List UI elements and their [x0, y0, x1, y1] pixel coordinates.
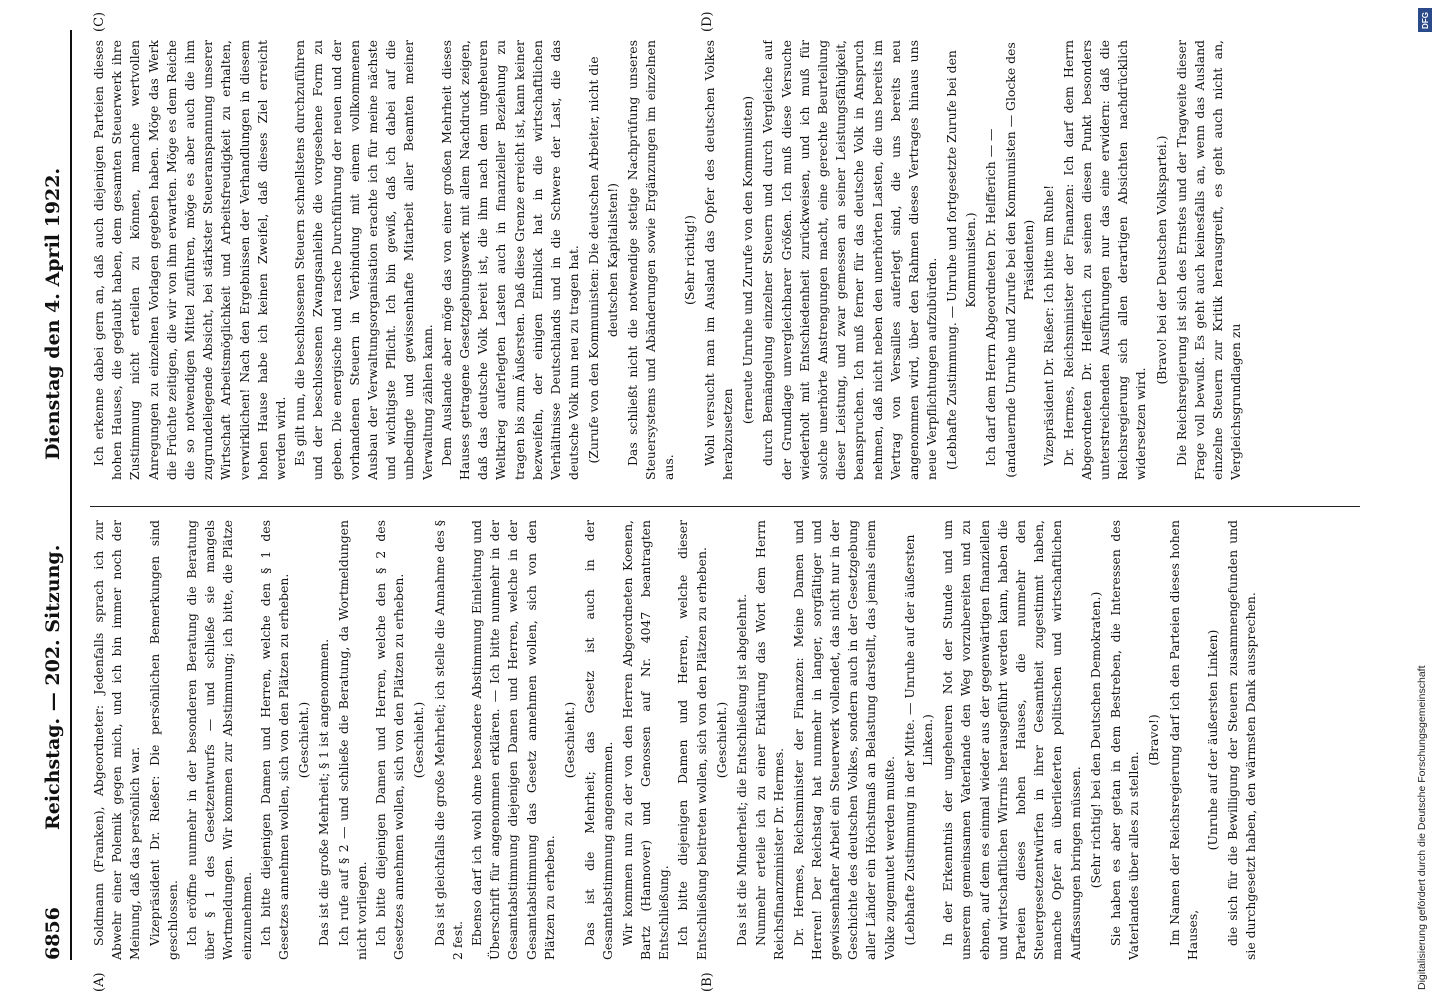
session-date: Dienstag den 4. April 1922. — [42, 167, 64, 460]
stage-direction: (andauernde Unruhe und Zurufe bei den Kommunisten — Glocke des Präsidenten) — [1002, 42, 1037, 478]
right-column — [90, 40, 1360, 480]
paragraph: Ich bitte diejenigen Damen und Herren, welche den § 2 des Gesetzes annehmen wollen, sich von den Plätzen zu erheben. — [373, 520, 407, 960]
paragraph: Dr. Hermes, Reichsminister der Finanzen: Ich darf dem Herrn Abgeordneten Dr. Helfferich zu seinen diesen Punkt besonders unterstreichenden Ausführungen nur das eine erwidern: daß die Reichsregierung sich allen derartigen Absichten nachdrücklich widersetzen wird. — [1060, 40, 1149, 480]
paragraph: Wohl versucht man im Ausland das Opfer des deutschen Volkes herabzusetzen — [701, 40, 735, 480]
margin-marker-b: (B) — [700, 972, 715, 992]
column-divider — [90, 506, 1360, 507]
paragraph: Ich darf dem Herrn Abgeordneten Dr. Helfferich — — — [982, 128, 998, 466]
paragraph: Das ist die Minderheit; die Entschließung ist abgelehnt. — [733, 593, 749, 946]
session-title: Reichstag. — 202. Sitzung. — [42, 544, 64, 830]
stage-direction: (Geschieht.) — [296, 701, 312, 779]
paragraph: Dr. Hermes, Reichsminister der Finanzen: Meine Damen und Herren! Der Reichstag hat nunmehr in langer, sorgfältiger und gewissenhafter Arbeit ein Steuerwerk vollendet, das nicht nur in der Geschichte des deutschen Volkes, sondern auch in der Gesetzgebung aller Länder ein Höchstmaß an Belastung darstellt, das jemals einem Volke zugemutet werden mußte. — [790, 520, 897, 960]
margin-marker-d: (D) — [700, 11, 715, 32]
paragraph: durch Bemängelung einzelner Steuern und durch Vergleiche auf der Grundlage unvergleichbarer Größen. Ich muß diese Versuche wiederholt mit Entschiedenheit zurückweisen, und ich muß für solche unerhörte Anstrengungen macht, eine gerechte Beurteilung dieser Leistung, und zwar gemessen an seiner Leistungsfähigkeit, beanspruchen. Ich muß ferner für das deutsche Volk in Anspruch nehmen, daß nicht neben den unerhörten Lasten, die uns bereits im Vertrag von Versailles auferlegt sind, die uns bereits neu angenommen wird, über den Rahmen dieses Vertrages hinaus uns neue Verpflichtungen aufzubürden. — [760, 40, 940, 480]
left-column — [90, 520, 1360, 960]
paragraph: Ich bitte diejenigen Damen und Herren, welche den § 1 des Gesetzes annehmen wollen, sich von den Plätzen zu erheben. — [257, 520, 292, 960]
paragraph: Die Reichsregierung ist sich des Ernstes und der Tragweite dieser Frage voll bewußt. Es geht auch keinesfalls an, wenn das Ausland einzelne Steuern zur Kritik herausgreift, es geht auch nicht an, Vergleichsgrundlagen zu — [1173, 40, 1244, 480]
paragraph: Nunmehr erteile ich zu einer Erklärung das Wort dem Herrn Reichsfinanzminister Dr. Hermes. — [753, 520, 787, 960]
paragraph: Ich bitte diejenigen Damen und Herren, welche dieser Entschließung beitreten wollen, sich von den Plätzen zu erheben. — [675, 520, 709, 960]
paragraph: Wir kommen nun zu der von den Herren Abgeordneten Koenen, Bartz (Hannover) und Genossen auf Nr. 4047 beantragten Entschließung. — [619, 520, 672, 960]
stage-direction: (Bravo!) — [1146, 714, 1162, 766]
margin-marker-a: (A) — [92, 972, 107, 992]
paragraph: Ich eröffne nunmehr in der besonderen Beratung die Beratung über § 1 des Gesetzentwurfs — und schließe sie mangels Wortmeldungen. Wir kommen zur Abstimmung; ich bitte, die Plätze einzunehmen. — [184, 520, 254, 960]
paragraph: Ebenso darf ich wohl ohne besondere Abstimmung Einleitung und Überschrift für angenommen erklären. — Ich bitte nunmehr in der Gesamtabstimmung diejenigen Damen und Herren, welche in der Gesamtabstimmung das Gesetz annehmen wollen, sich von den Plätzen zu erheben. — [469, 520, 557, 960]
margin-marker-c: (C) — [92, 11, 107, 32]
paragraph: Es gilt nun, die beschlossenen Steuern schnellstens durchzuführen und der beschlossenen Zwangsanleihe die vorgesehene Form zu geben. Die energische und rasche Durchführung der neuen und der vorhandenen Steuern in Verbindung mit einem vollkommenen Ausbau der Verwaltungsorganisation erachte ich für meine nächste und wichtigste Pflicht. Ich bin gewiß, daß ich dabei auf die unbedingte und gewissenhafte Mitarbeit aller Beamten meiner Verwaltung zählen kann. — [292, 40, 435, 480]
stage-direction: (Unruhe auf der äußersten Linken) — [1204, 629, 1220, 851]
dfg-logo: DFG — [1418, 8, 1432, 32]
stage-direction: (Sehr richtig!) — [681, 215, 697, 305]
paragraph: Das ist gleichfalls die große Mehrheit; ich stelle die Annahme des § 2 fest. — [431, 520, 465, 960]
paragraph: Soldmann (Franken), Abgeordneter: Jedenfalls sprach ich zur Abwehr einer Polemik gegen mich, und ich bin immer noch der Meinung, daß das persönlich war. — [91, 520, 143, 960]
stage-direction: (Sehr richtig! bei den Deutschen Demokraten.) — [1087, 591, 1103, 889]
stage-direction: (Bravo! bei der Deutschen Volkspartei.) — [1153, 135, 1169, 385]
digitization-credit: Digitalisierung gefördert durch die Deutsche Forschungsgemeinschaft — [1416, 665, 1428, 990]
paragraph: Vizepräsident Dr. Rießer: Die persönlichen Bemerkungen sind geschlossen. — [146, 520, 180, 960]
page-header — [40, 30, 72, 960]
page-number: 6856 — [42, 907, 64, 960]
stage-direction: (Zurufe von den Kommunisten: Die deutschen Arbeiter, nicht die deutschen Kapitalisten!) — [586, 56, 620, 464]
paragraph: Sie haben es aber getan in dem Bestreben, die Interessen des Vaterlandes über alles zu stellen. — [1107, 520, 1142, 960]
paragraph: Vizepräsident Dr. Rießer: Ich bitte um Ruhe! — [1041, 184, 1057, 466]
paragraph: Ich rufe auf § 2 — und schließe die Beratung, da Wortmeldungen nicht vorliegen. — [335, 520, 369, 960]
stage-direction: (Lebhafte Zustimmung. — Unruhe und fortgesetzte Zurufe bei den Kommunisten.) — [944, 50, 978, 470]
stage-direction: (Geschieht.) — [411, 701, 427, 779]
stage-direction: (erneute Unruhe und Zurufe von den Kommunisten) — [740, 95, 756, 425]
paragraph: die sich für die Bewilligung der Steuern zusammengefunden und sie durchgesetzt haben, den wärmsten Dank aussprechen. — [1225, 520, 1259, 960]
stage-direction: (Geschieht.) — [562, 701, 578, 779]
stage-direction: (Geschieht.) — [713, 701, 729, 779]
paragraph: In der Erkenntnis der ungeheuren Not der Stunde und um unserem gemeinsamen Vaterlande den Weg vorzubereiten und zu ebnen, auf dem es einmal wieder aus der gegenwärtigen finanziellen und wirtschaftlichen Wirrnis herausgeführt werden kann, haben die Parteien dieses hohen Hauses, die nunmehr den Steuergesetzentwürfen in ihrer Gesamtheit zugestimmt haben, manche Opfer an überlieferten politischen und wirtschaftlichen Auffassungen bringen müssen. — [940, 520, 1083, 960]
paragraph: Das ist die Mehrheit; das Gesetz ist auch in der Gesamtabstimmung angenommen. — [582, 520, 616, 960]
paragraph: Dem Auslande aber möge das von einer großen Mehrheit dieses Hauses getragene Gesetzgebungswerk mit allem Nachdruck zeigen, daß das deutsche Volk bereit ist, die ihm nach dem ungeheuren Weltkrieg auferlegten Lasten auch in finanzieller Beziehung zu tragen bis zum Äußersten. Daß diese Grenze erreicht ist, kann keiner bezweifeln, der einigen Einblick hat in die wirtschaftlichen Verhältnisse Deutschlands und in die Schwere der Last, die das deutsche Volk nun neu zu tragen hat. — [438, 40, 582, 480]
stage-direction: (Lebhafte Zustimmung in der Mitte. — Unruhe auf der äußersten Linken.) — [901, 534, 935, 946]
paragraph: Das schließt nicht die notwendige stetige Nachprüfung unseres Steuersystems und Abänderungen sowie Ergänzungen im einzelnen aus. — [624, 40, 677, 480]
paragraph: Ich erkenne dabei gern an, daß auch diejenigen Parteien dieses hohen Hauses, die geglaubt haben, dem gesamten Steuerwerk ihre Zustimmung nicht erteilen zu können, manche wertvollen Anregungen zu einzelnen Vorlagen gegeben haben. Möge das Werk die Früchte zeitigen, die wir von ihm erwarten. Möge es dem Reiche die so notwendigen Mittel zuführen, möge es aber auch die ihm zugrundeliegende Absicht, bei stärkster Steueranspannung unserer Wirtschaft Arbeitsmöglichkeit und Arbeitsfreudigkeit zu erhalten, verwirklichen! Nach den Ergebnissen der Verhandlungen in diesem hohen Hause habe ich keinen Zweifel, daß dieses Ziel erreicht werden wird. — [91, 40, 289, 480]
paragraph: Das ist die große Mehrheit; § 1 ist angenommen. — [316, 638, 332, 946]
paragraph: Im Namen der Reichsregierung darf ich den Parteien dieses hohen Hauses, — [1166, 520, 1200, 960]
